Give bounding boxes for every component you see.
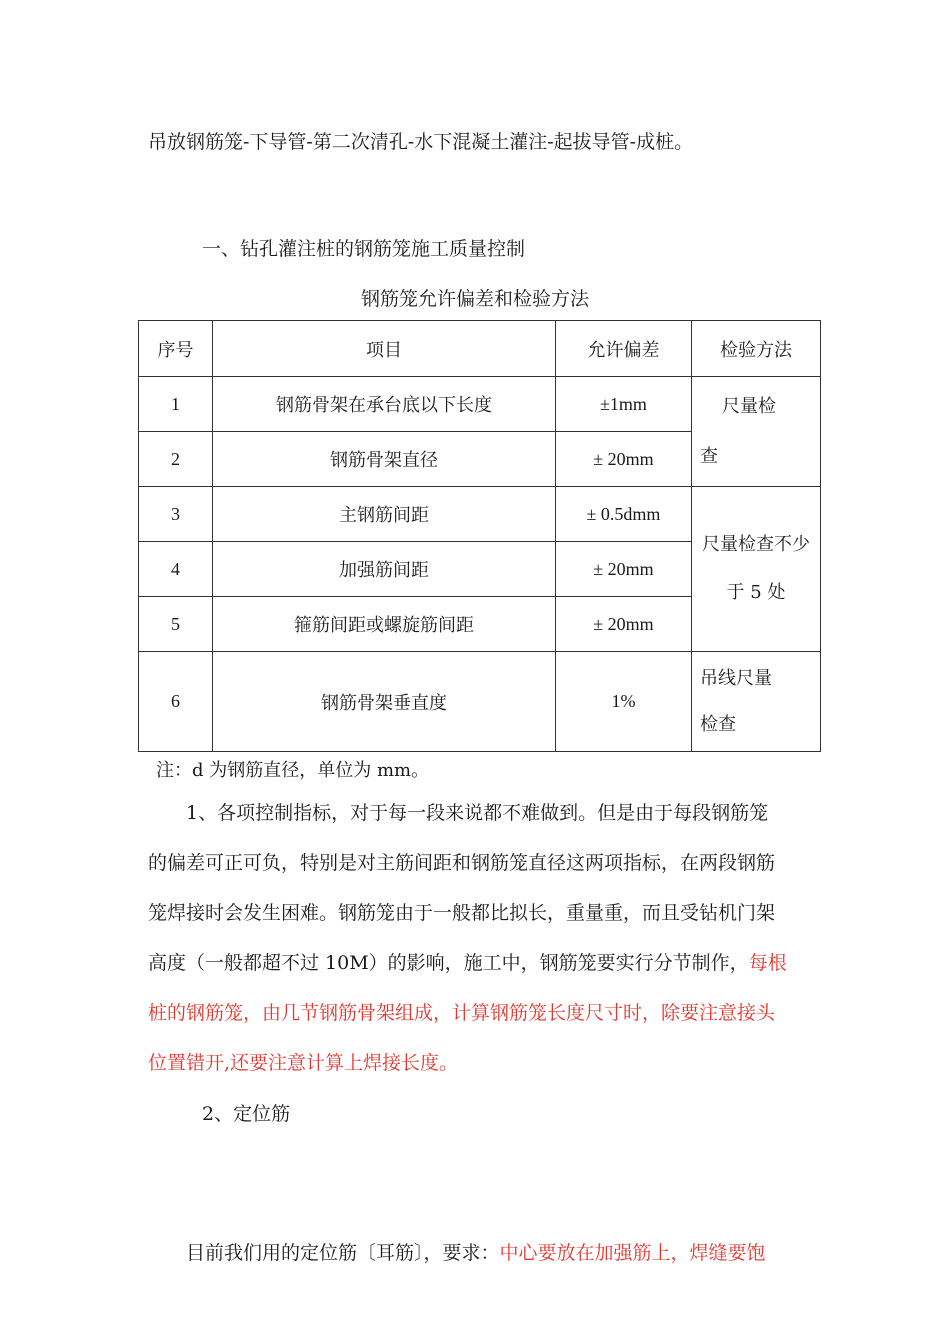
row-no: 5 [139,597,213,652]
paragraph-2 [186,1238,766,1265]
paragraph-1-line-5: 桩的钢筋笼，由几节钢筋骨架组成，计算钢筋笼长度尺寸时，除要注意接头 [148,1002,776,1024]
table-note: 注：d 为钢筋直径，单位为 mm。 [156,760,430,781]
row-item: 钢筋骨架在承台底以下长度 [213,377,556,432]
row-no: 1 [139,377,213,432]
table-row [139,652,821,752]
method-cell-3 [692,652,821,752]
header-no: 序号 [139,321,213,377]
paragraph-1-line-1: 1、各项控制指标，对于每一段来说都不难做到。但是由于每段钢筋笼 [186,802,769,824]
row-no: 4 [139,542,213,597]
row-no: 3 [139,487,213,542]
row-item: 加强筋间距 [213,542,556,597]
row-tolerance: ±1mm [556,377,692,432]
paragraph-1-line-6: 位置错开,还要注意计算上焊接长度。 [148,1052,459,1074]
paragraph-2-text: 目前我们用的定位筋〔耳筋〕，要求： [186,1242,500,1264]
row-item: 钢筋骨架垂直度 [213,652,556,752]
row-item: 主钢筋间距 [213,487,556,542]
row-item: 钢筋骨架直径 [213,432,556,487]
row-no: 6 [139,652,213,752]
method-3-line1: 吊线尺量 [700,667,772,689]
paragraph-1 [148,798,820,1078]
method-2-line2: 于 5 处 [726,582,786,603]
row-tolerance: 1% [556,652,692,752]
row-tolerance: ± 20mm [556,597,692,652]
row-tolerance: ± 0.5dmm [556,487,692,542]
paragraph-1-line-4-text: 高度（一般都超不过 10M）的影响，施工中，钢筋笼要实行分节制作， [148,952,749,974]
heading-2: 2、定位筋 [202,1103,291,1125]
intro-line: 吊放钢筋笼-下导管-第二次清孔-水下混凝土灌注-起拔导管-成桩。 [148,131,694,153]
paragraph-1-line-4-highlight: 每根 [748,952,787,974]
header-method: 检验方法 [692,321,821,377]
paragraph-1-line-3: 笼焊接时会发生困难。钢筋笼由于一般都比拟长，重量重，而且受钻机门架 [148,902,776,924]
method-1-line2: 查 [700,445,718,467]
method-2-line1: 尺量检查不少 [702,534,810,555]
row-no: 2 [139,432,213,487]
paragraph-1-line-4 [148,948,787,975]
header-item: 项目 [213,321,556,377]
table-row [139,487,821,542]
method-3-line2: 检查 [700,713,736,735]
section-heading: 一、钻孔灌注桩的钢筋笼施工质量控制 [202,238,526,260]
row-item: 箍筋间距或螺旋筋间距 [213,597,556,652]
table-header-row [139,321,821,377]
row-tolerance: ± 20mm [556,432,692,487]
method-1-line1: 尺量检 [722,395,776,417]
table-row [139,377,821,432]
method-cell-2 [692,487,821,652]
paragraph-2-highlight: 中心要放在加强筋上，焊缝要饱 [499,1242,766,1264]
tolerance-table [138,320,821,752]
paragraph-1-line-2: 的偏差可正可负，特别是对主筋间距和钢筋笼直径这两项指标，在两段钢筋 [148,852,776,874]
row-tolerance: ± 20mm [556,542,692,597]
method-cell-1 [692,377,821,487]
table-caption: 钢筋笼允许偏差和检验方法 [360,288,589,310]
header-tolerance: 允许偏差 [556,321,692,377]
